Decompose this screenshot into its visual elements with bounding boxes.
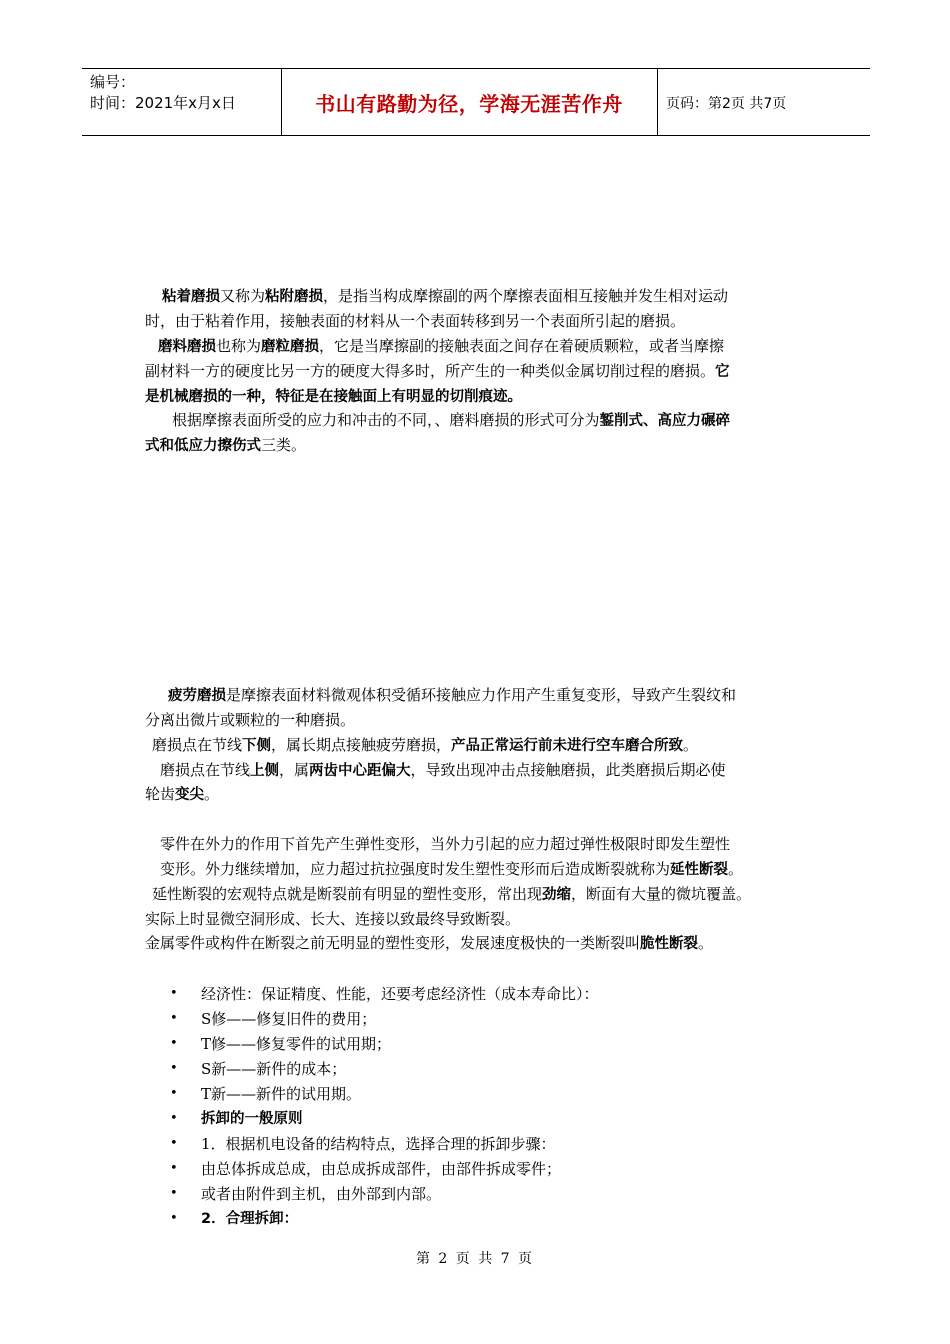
abrasive-line-1: 磨料磨损也称为磨粒磨损，它是当摩擦副的接触表面之间存在着硬质颗粒，或者当摩擦: [158, 337, 725, 355]
term-adhesion-wear: 粘附磨损: [265, 289, 324, 305]
fracture-line-3: 延性断裂的宏观特点就是断裂前有明显的塑性变形，常出现劲缩，断面有大量的微坑覆盖。: [152, 885, 752, 903]
term-ductile-fracture: 延性断裂: [670, 862, 729, 878]
header-divider-right: [657, 68, 658, 135]
page-footer: 第 2 页 共 7 页: [415, 1251, 535, 1267]
bullet-icon: •: [170, 1011, 178, 1026]
fatigue-line-3: 磨损点在节线下侧，属长期点接触疲劳磨损，产品正常运行前未进行空车磨合所致。: [152, 736, 699, 754]
bullet-icon: •: [170, 1186, 178, 1201]
abrasive-line-4: 根据摩擦表面所受的应力和冲击的不同，、磨料磨损的形式可分为錾削式、高应力碾碎: [172, 411, 731, 429]
abrasive-line-5: 式和低应力擦伤式三类。: [145, 436, 307, 454]
header-time-label: 时间：2021年x月x日: [90, 94, 236, 112]
header-page-info: 页码：第2页 共7页: [666, 96, 787, 112]
header-motto: 书山有路勤为径，学海无涯苦作舟: [315, 92, 623, 116]
bullet-icon: •: [170, 986, 178, 1001]
bullet-icon: •: [170, 1211, 178, 1226]
bullet-icon: •: [170, 1036, 178, 1051]
bullet-icon: •: [170, 1136, 178, 1151]
bullet-icon: •: [170, 1161, 178, 1176]
fatigue-line-1: 疲劳磨损是摩擦表面材料微观体积受循环接触应力作用产生重复变形，导致产生裂纹和: [168, 686, 737, 704]
term-fatigue-wear: 疲劳磨损: [168, 688, 226, 704]
fracture-line-1: 零件在外力的作用下首先产生弹性变形，当外力引起的应力超过弹性极限时即发生塑性: [160, 835, 731, 853]
term-brittle-fracture: 脆性断裂: [640, 936, 699, 952]
header-divider-left: [281, 68, 282, 135]
bullet-icon: •: [170, 1061, 178, 1076]
fatigue-line-2: 分离出微片或颗粒的一种磨损。: [145, 711, 356, 729]
fracture-line-4: 实际上时显微空洞形成、长大、连接以致最终导致断裂。: [145, 910, 521, 928]
fracture-line-2: 变形。外力继续增加，应力超过抗拉强度时发生塑性变形而后造成断裂就称为延性断裂。: [160, 860, 744, 878]
abrasive-line-2: 副材料一方的硬度比另一方的硬度大得多时，所产生的一种类似金属切削过程的磨损。它: [145, 362, 730, 380]
term-particle-wear: 磨粒磨损: [261, 339, 320, 355]
term-adhesive-wear: 粘着磨损: [162, 289, 220, 305]
header-meta: [90, 72, 236, 114]
fatigue-line-5: 轮齿变尖。: [145, 785, 220, 803]
abrasive-line-3: 是机械磨损的一种，特征是在接触面上有明显的切削痕迹。: [145, 389, 522, 405]
bullet-icon: •: [170, 1111, 178, 1126]
term-abrasive-wear: 磨料磨损: [158, 339, 216, 355]
fracture-line-5: 金属零件或构件在断裂之前无明显的塑性变形，发展速度极快的一类断裂叫脆性断裂。: [145, 934, 714, 952]
bullet-icon: •: [170, 1086, 178, 1101]
adhesive-line-2: 时，由于粘着作用，接触表面的材料从一个表面转移到另一个表面所引起的磨损。: [145, 312, 686, 330]
fatigue-line-4: 磨损点在节线上侧，属两齿中心距偏大，导致出现冲击点接触磨损，此类磨损后期必使: [160, 761, 726, 779]
header-top-rule: [82, 68, 870, 69]
adhesive-line-1: 粘着磨损又称为粘附磨损，是指当构成摩擦副的两个摩擦表面相互接触并发生相对运动: [162, 287, 729, 305]
header-number-label: 编号：: [90, 73, 136, 91]
header-bottom-rule: [82, 135, 870, 136]
